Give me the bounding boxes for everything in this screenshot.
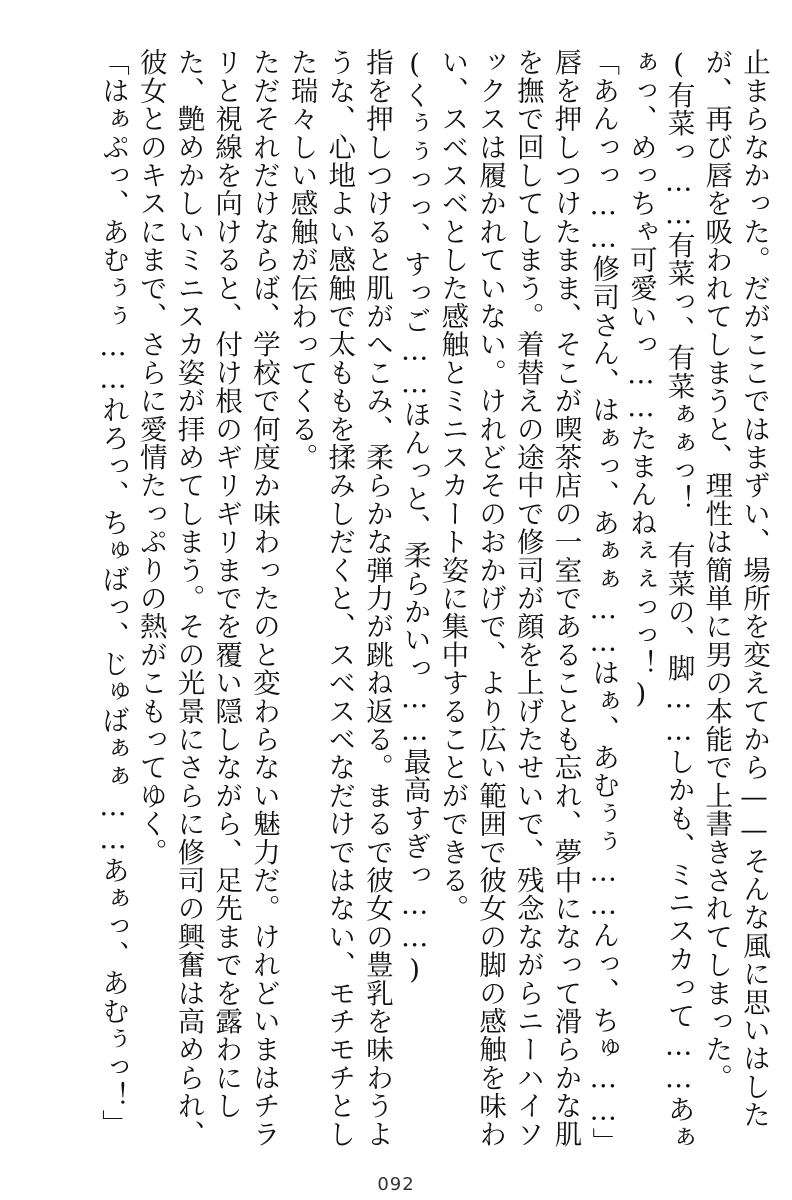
paragraph: 唇を押しつけたまま、そこが喫茶店の一室であることも忘れ、夢中になって滑らかな肌を撫で回してしまう。着替えの途中で修司が顔を上げたせいで、残念ながらニーハイソックスは履かれていない。けれどそのおかげで、より広い範囲で彼女の脚の感触を味わい、スベスベとした感触とミニスカート姿に集中することができる。 — [436, 48, 582, 1148]
paragraph: (くぅぅっっ、すっご……ほんっと、柔らかいっ……最高すぎっ……) — [398, 48, 431, 987]
paragraph: 「あんっっ……修司さん、はぁっ、あぁぁ……はぁ、あむぅぅ……んっ、ちゅ……」 — [587, 48, 620, 1156]
paragraph: ただそれだけならば、学校で何度か味わったのと変わらない魅力だ。けれどいまはチラリと視線を向けると、付け根のギリギリまでを覆い隠しながら、足先までを露わにした、艶めかしいミニスカ姿が拝めてしまう。その光景にさらに修司の興奮は高められ、彼女とのキスにまで、さらに愛情たっぷりの熱がこもってゆく。 — [134, 48, 280, 1148]
page-number: 092 — [377, 1174, 415, 1195]
paragraph: 指を押しつけると肌がへこみ、柔らかな弾力が跳ね返る。まるで彼女の豊乳を味わうような、心地よい感触で太ももを揉みしだくと、スベスベなだけではない、モチモチとした瑞々しい感触が伝わってくる。 — [285, 48, 393, 1148]
paragraph: 止まらなかった。だがここではまずい、場所を変えてから——そんな風に思いはしたが、再び唇を吸われてしまうと、理性は簡単に男の本能で上書きされてしまった。 — [700, 48, 770, 1129]
body-text — [12, 48, 772, 1168]
paragraph: (有菜っ……有菜っ、有菜ぁぁっ！ 有菜の、脚……しかも、ミニスカって……あぁぁっ、めっちゃ可愛いっ……たまんねぇぇっっ！) — [624, 48, 695, 1152]
paragraph: 「はぁぷっ、あむぅぅ……れろっ、ちゅばっ、じゅばぁぁ……あぁっ、あむぅっ！」 — [97, 48, 130, 1138]
